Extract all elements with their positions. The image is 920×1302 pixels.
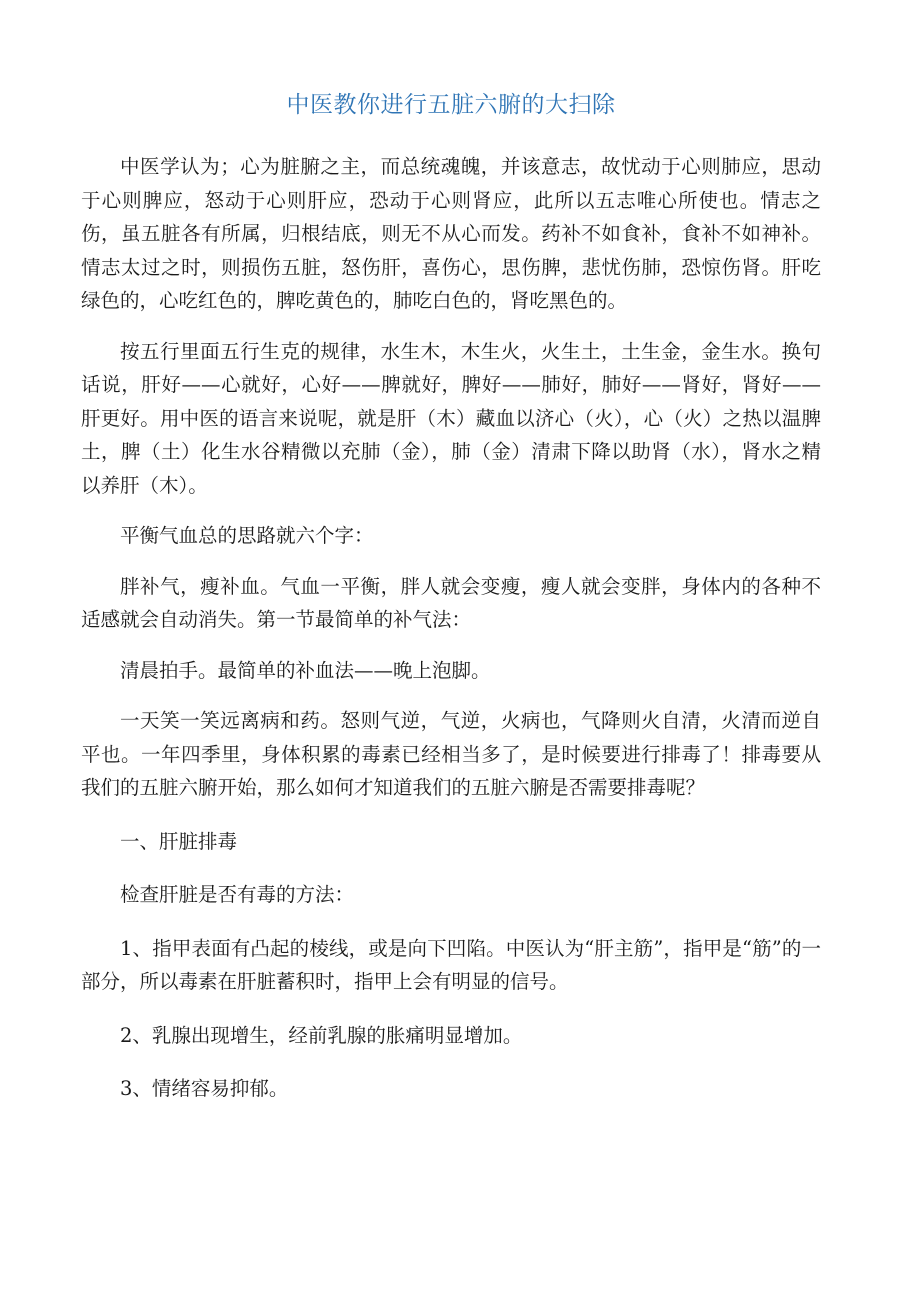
paragraph-intro: 中医学认为；心为脏腑之主，而总统魂魄，并该意志，故忧动于心则肺应，思动于心则脾应，怒动于心则肝应，恐动于心则肾应，此所以五志唯心所使也。情志之伤，虽五脏各有所属，归根结底，则无不从心而发。药补不如食补，食补不如神补。情志太过之时，则损伤五脏，怒伤肝，喜伤心，思伤脾，悲忧伤肺，恐惊伤肾。肝吃绿色的，心吃红色的，脾吃黄色的，肺吃白色的，肾吃黑色的。 bbox=[81, 155, 821, 312]
list-item-2: 2、乳腺出现增生，经前乳腺的胀痛明显增加。 bbox=[120, 1023, 523, 1047]
paragraph-balance-lead: 平衡气血总的思路就六个字： bbox=[120, 524, 374, 547]
paragraph-clap: 清晨拍手。最简单的补血法——晚上泡脚。 bbox=[120, 658, 491, 682]
paragraph-five-elements: 按五行里面五行生克的规律，水生木，木生火，火生土，土生金，金生水。换句话说，肝好——心就好，心好——脾就好，脾好——肺好，肺好——肾好，肾好——肝更好。用中医的语言来说呢，就是肝（木）藏血以济心（火），心（火）之热以温脾土，脾（土）化生水谷精微以充肺（金），肺（金）清肃下降以助肾（水），肾水之精以养肝（木）。 bbox=[81, 339, 821, 497]
paragraph-detox-intro: 一天笑一笑远离病和药。怒则气逆，气逆，火病也，气降则火自清，火清而逆自平也。一年四季里，身体积累的毒素已经相当多了，是时候要进行排毒了！排毒要从我们的五脏六腑开始，那么如何才知道我们的五脏六腑是否需要排毒呢？ bbox=[81, 709, 821, 799]
section-heading-liver: 一、肝脏排毒 bbox=[120, 829, 238, 853]
paragraph-liver-check: 检查肝脏是否有毒的方法： bbox=[120, 883, 355, 906]
paragraph-balance: 胖补气，瘦补血。气血一平衡，胖人就会变瘦，瘦人就会变胖，身体内的各种不适感就会自动消失。第一节最简单的补气法： bbox=[81, 574, 821, 631]
page-title: 中医教你进行五脏六腑的大扫除 bbox=[286, 92, 616, 118]
list-item-1: 1、指甲表面有凸起的棱线，或是向下凹陷。中医认为“肝主筋”，指甲是“筋”的一部分，所以毒素在肝脏蓄积时，指甲上会有明显的信号。 bbox=[81, 936, 821, 993]
list-item-3: 3、情绪容易抑郁。 bbox=[120, 1077, 289, 1100]
document-page bbox=[81, 88, 821, 1126]
